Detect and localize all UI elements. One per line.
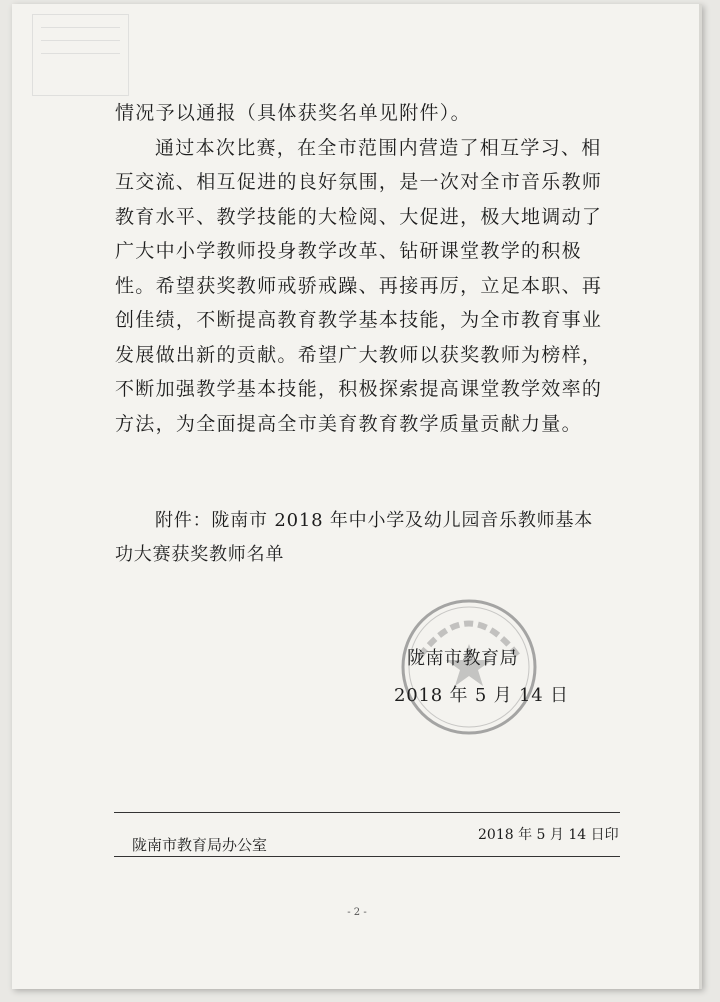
footer-office: 陇南市教育局办公室 [132,836,268,854]
bleed-through-stamp-box [32,14,129,96]
body-text [115,96,615,441]
signature-organization: 陇南市教育局 [407,648,518,669]
attachment-line-1: 附件：陇南市 2018 年中小学及幼儿园音乐教师基本 [155,510,594,531]
body-paragraph-2: 通过本次比赛，在全市范围内营造了相互学习、相互交流、相互促进的良好氛围，是一次对全市音乐教师教育水平、教学技能的大检阅、大促进，极大地调动了广大中小学教师投身教学改革、钻研课堂教学的积极性。希望获奖教师戒骄戒躁、再接再厉，立足本职、再创佳绩，不断提高教育教学基本技能，为全市教育事业发展做出新的贡献。希望广大教师以获奖教师为榜样，不断加强教学基本技能，积极探索提高课堂教学效率的方法，为全面提高全市美育教育教学质量贡献力量。 [115,136,603,435]
attachment-line-2: 功大赛获奖教师名单 [115,544,285,565]
footer-rule-bottom [114,856,620,857]
document-page [12,4,702,989]
footer-print-date: 2018 年 5 月 14 日印 [478,827,619,843]
body-paragraph-1: 情况予以通报（具体获奖名单见附件）。 [115,102,471,124]
footer-rule-top [114,812,620,813]
page-number: - 2 - [347,907,367,918]
page-edge [699,4,702,989]
attachment-note [115,504,615,572]
signature-date: 2018 年 5 月 14 日 [394,685,569,706]
